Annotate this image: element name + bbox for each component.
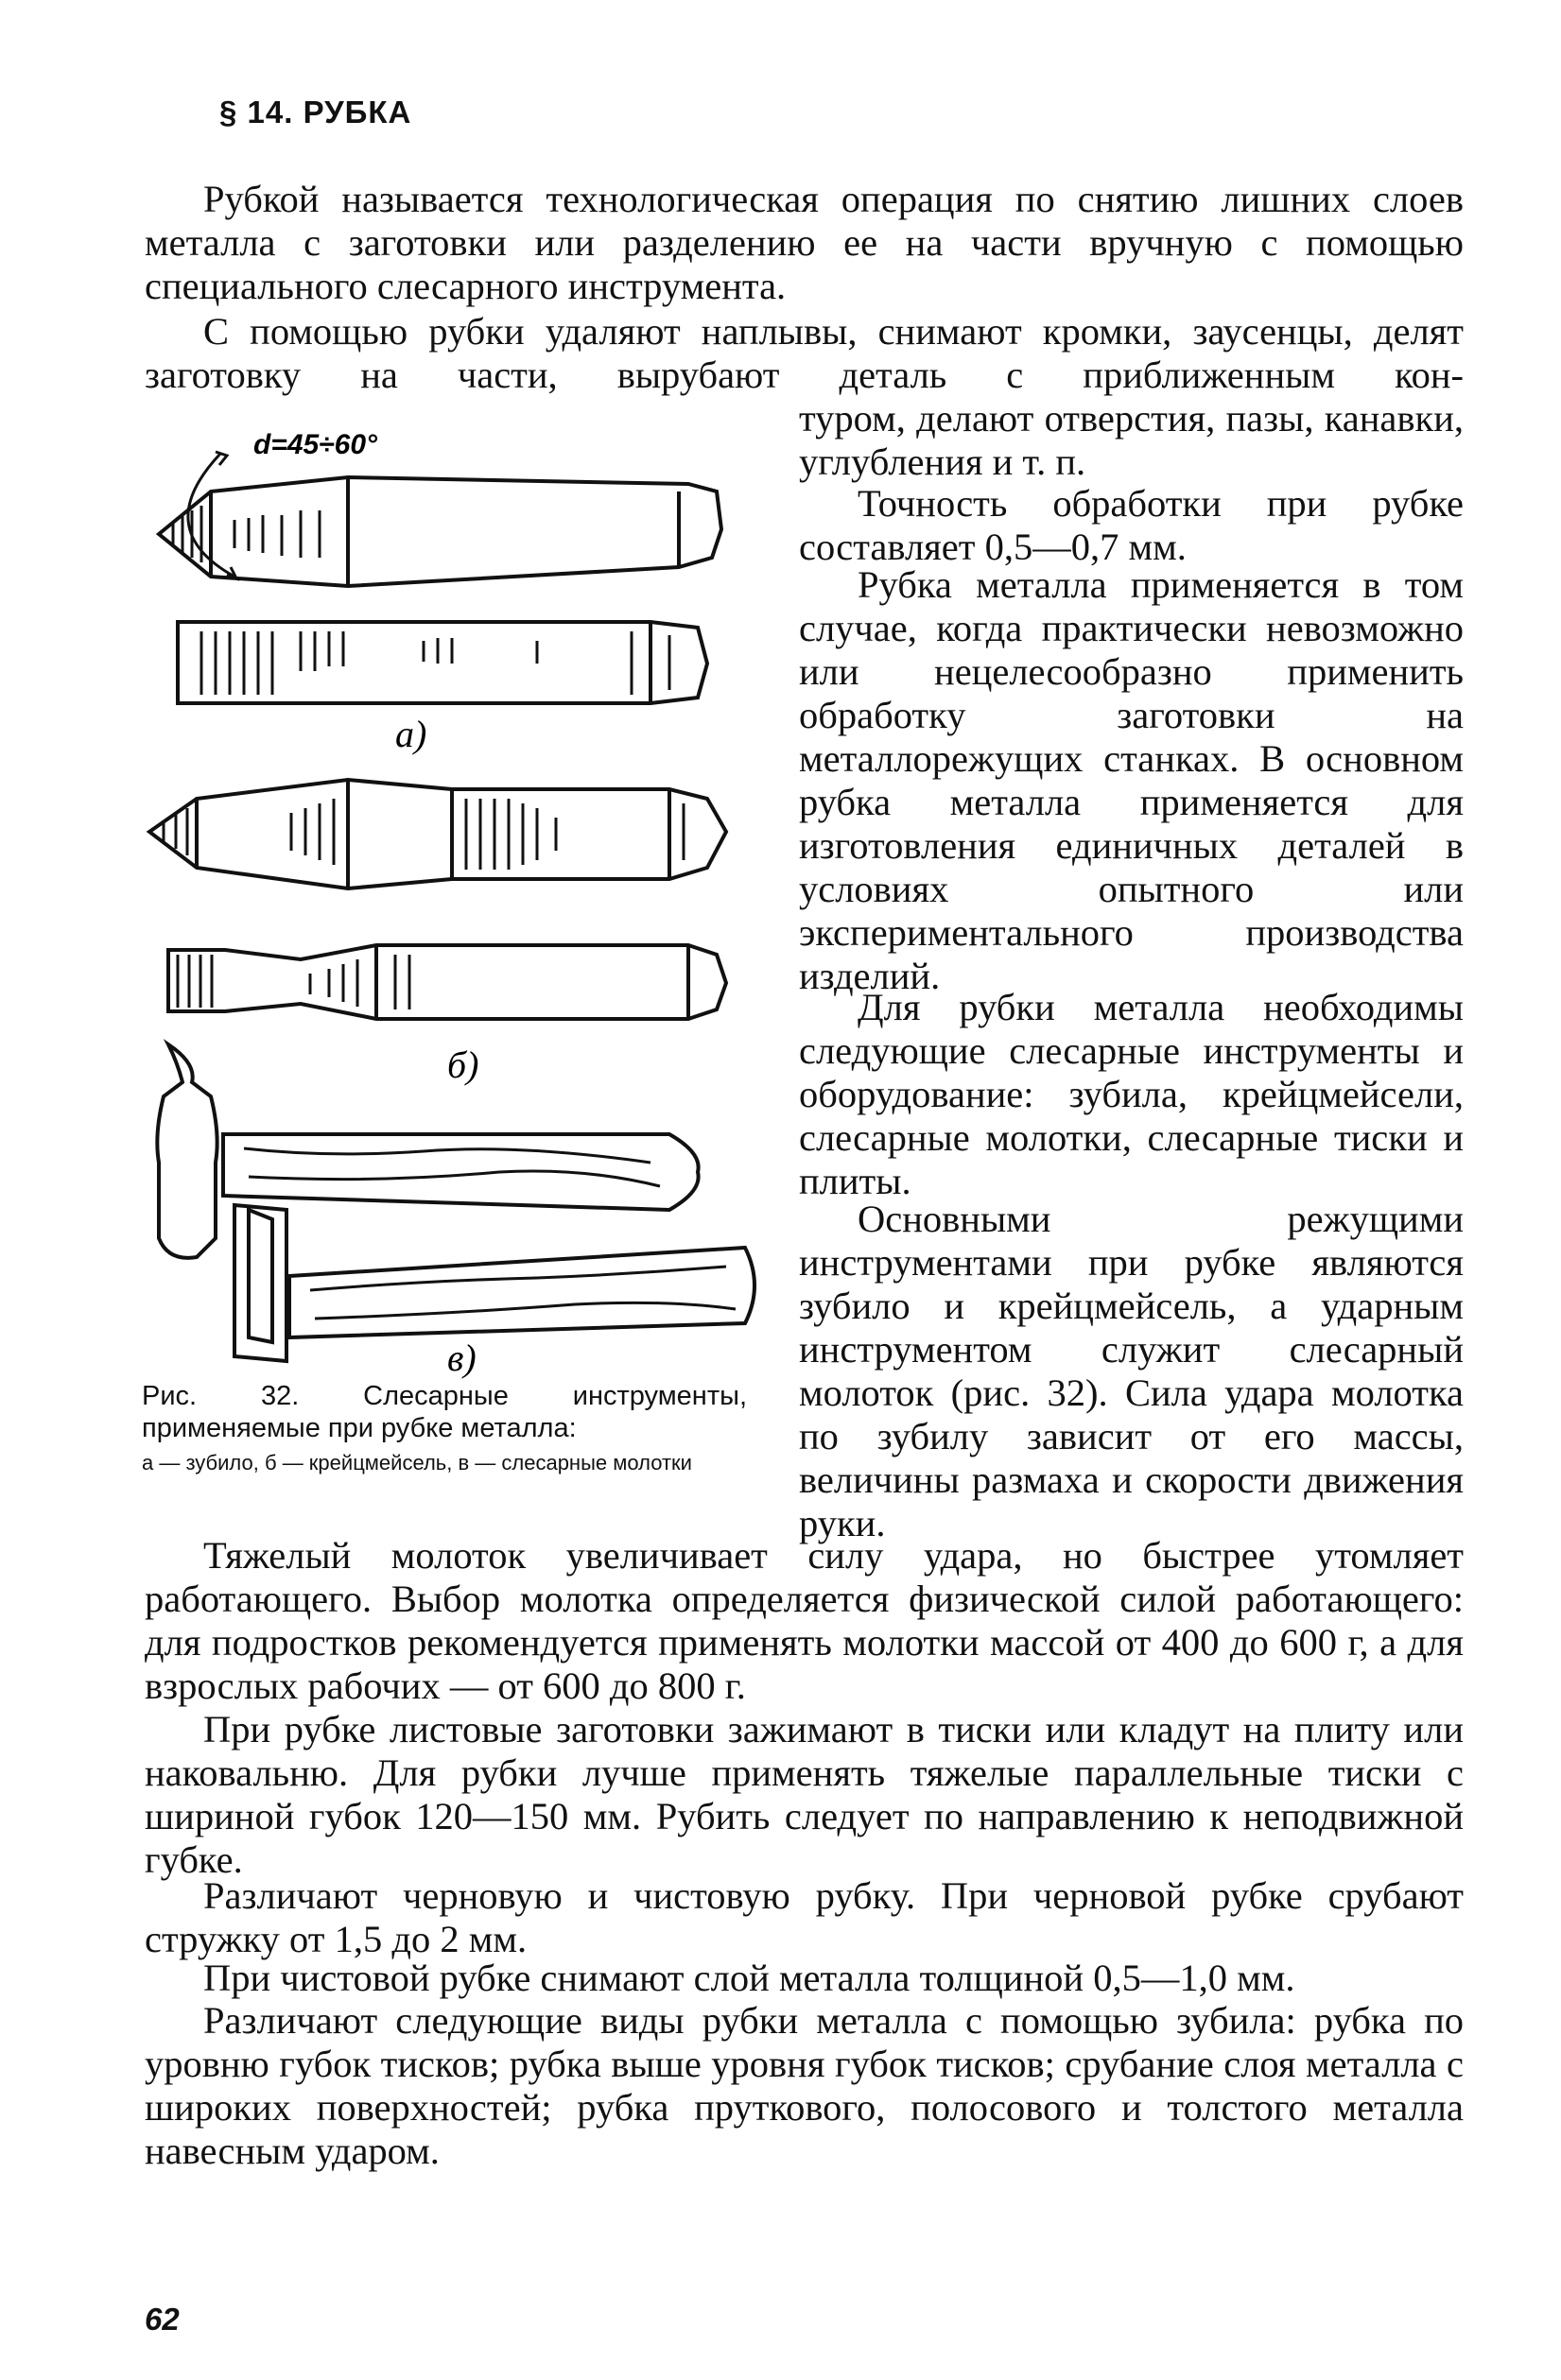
hammer-2 <box>234 1205 754 1361</box>
label-v: в) <box>447 1337 477 1379</box>
figure-32-tools <box>140 416 764 1503</box>
label-b: б) <box>447 1043 479 1086</box>
paragraph-operations-cont: туром, делают отверстия, пазы, канавки, углубления и т. п. <box>799 397 1464 483</box>
chisel-a-top <box>159 477 721 586</box>
paragraph-hammer: Тяжелый молоток увеличивает силу удара, но быстрее утомляет работающего. Выбор молотка определяется физической силой работающего: для подростков рекомендуется применять молотки массой от 400 до 600 г, а для взрослых рабочих — от 600 до 800 г. <box>145 1534 1464 1707</box>
crosscut-chisel-top <box>149 780 726 888</box>
caption-legend: а — зубило, б — крейцмейсель, в — слесарные молотки <box>142 1451 692 1475</box>
paragraph-rough: Различают черновую и чистовую рубку. При черновой рубке срубают стружку от 1,5 до 2 мм. <box>145 1874 1464 1960</box>
paragraph-tools: Для рубки металла необходимы следующие слесарные инструменты и оборудование: зубила, крейцмейсели, слесарные молотки, слесарные тиски и плиты. <box>799 986 1464 1202</box>
paragraph-operations: С помощью рубки удаляют наплывы, снимают кромки, заусенцы, делят заготовку на части, вырубают деталь с приближенным кон- <box>145 310 1464 396</box>
paragraph-types: Различают следующие виды рубки металла с помощью зубила: рубка по уровню губок тисков; рубка выше уровня губок тисков; срубание слоя металла с широких поверхностей; рубка пруткового, полосового и толстого металла навесным ударом. <box>145 1999 1464 2172</box>
page-number: 62 <box>145 2302 180 2337</box>
paragraph-accuracy: Точность обработки при рубке составляет 0,5—0,7 мм. <box>799 482 1464 568</box>
paragraph-vise: При рубке листовые заготовки зажимают в тиски или кладут на плиту или наковальню. Для рубки лучше применять тяжелые параллельные тиски с шириной губок 120—150 мм. Рубить следует по направлению к неподвижной губке. <box>145 1708 1464 1881</box>
angle-label: d=45÷60° <box>253 429 378 460</box>
figure-caption <box>142 1380 747 1475</box>
paragraph-finish: При чистовой рубке снимают слой металла толщиной 0,5—1,0 мм. <box>203 1957 1295 1999</box>
paragraph-intro: Рубкой называется технологическая операция по снятию лишних слоев металла с заготовки или разделению ее на части вручную с помощью специального слесарного инструмента. <box>145 178 1464 307</box>
tools-illustration <box>140 416 764 1380</box>
caption-title: Рис. 32. Слесарные инструменты, применяемые при рубке металла: <box>142 1381 747 1443</box>
label-a: а) <box>395 713 427 755</box>
chisel-a-side <box>178 622 707 703</box>
crosscut-chisel-side <box>168 945 726 1019</box>
section-heading: § 14. РУБКА <box>219 95 412 129</box>
paragraph-application: Рубка металла применяется в том случае, когда практически невозможно или нецелесообразно применить обработку заготовки на металлорежущих станках. В основном рубка металла применяется для изготовления единичных деталей в условиях опытного или экспериментального производства изделий. <box>799 563 1464 997</box>
paragraph-cutting-tools: Основными режущими инструментами при рубке являются зубило и крейцмейсель, а ударным инструментом служит слесарный молоток (рис. 32). Сила удара молотка по зубилу зависит от его массы, величины размаха и скорости движения руки. <box>799 1198 1464 1544</box>
